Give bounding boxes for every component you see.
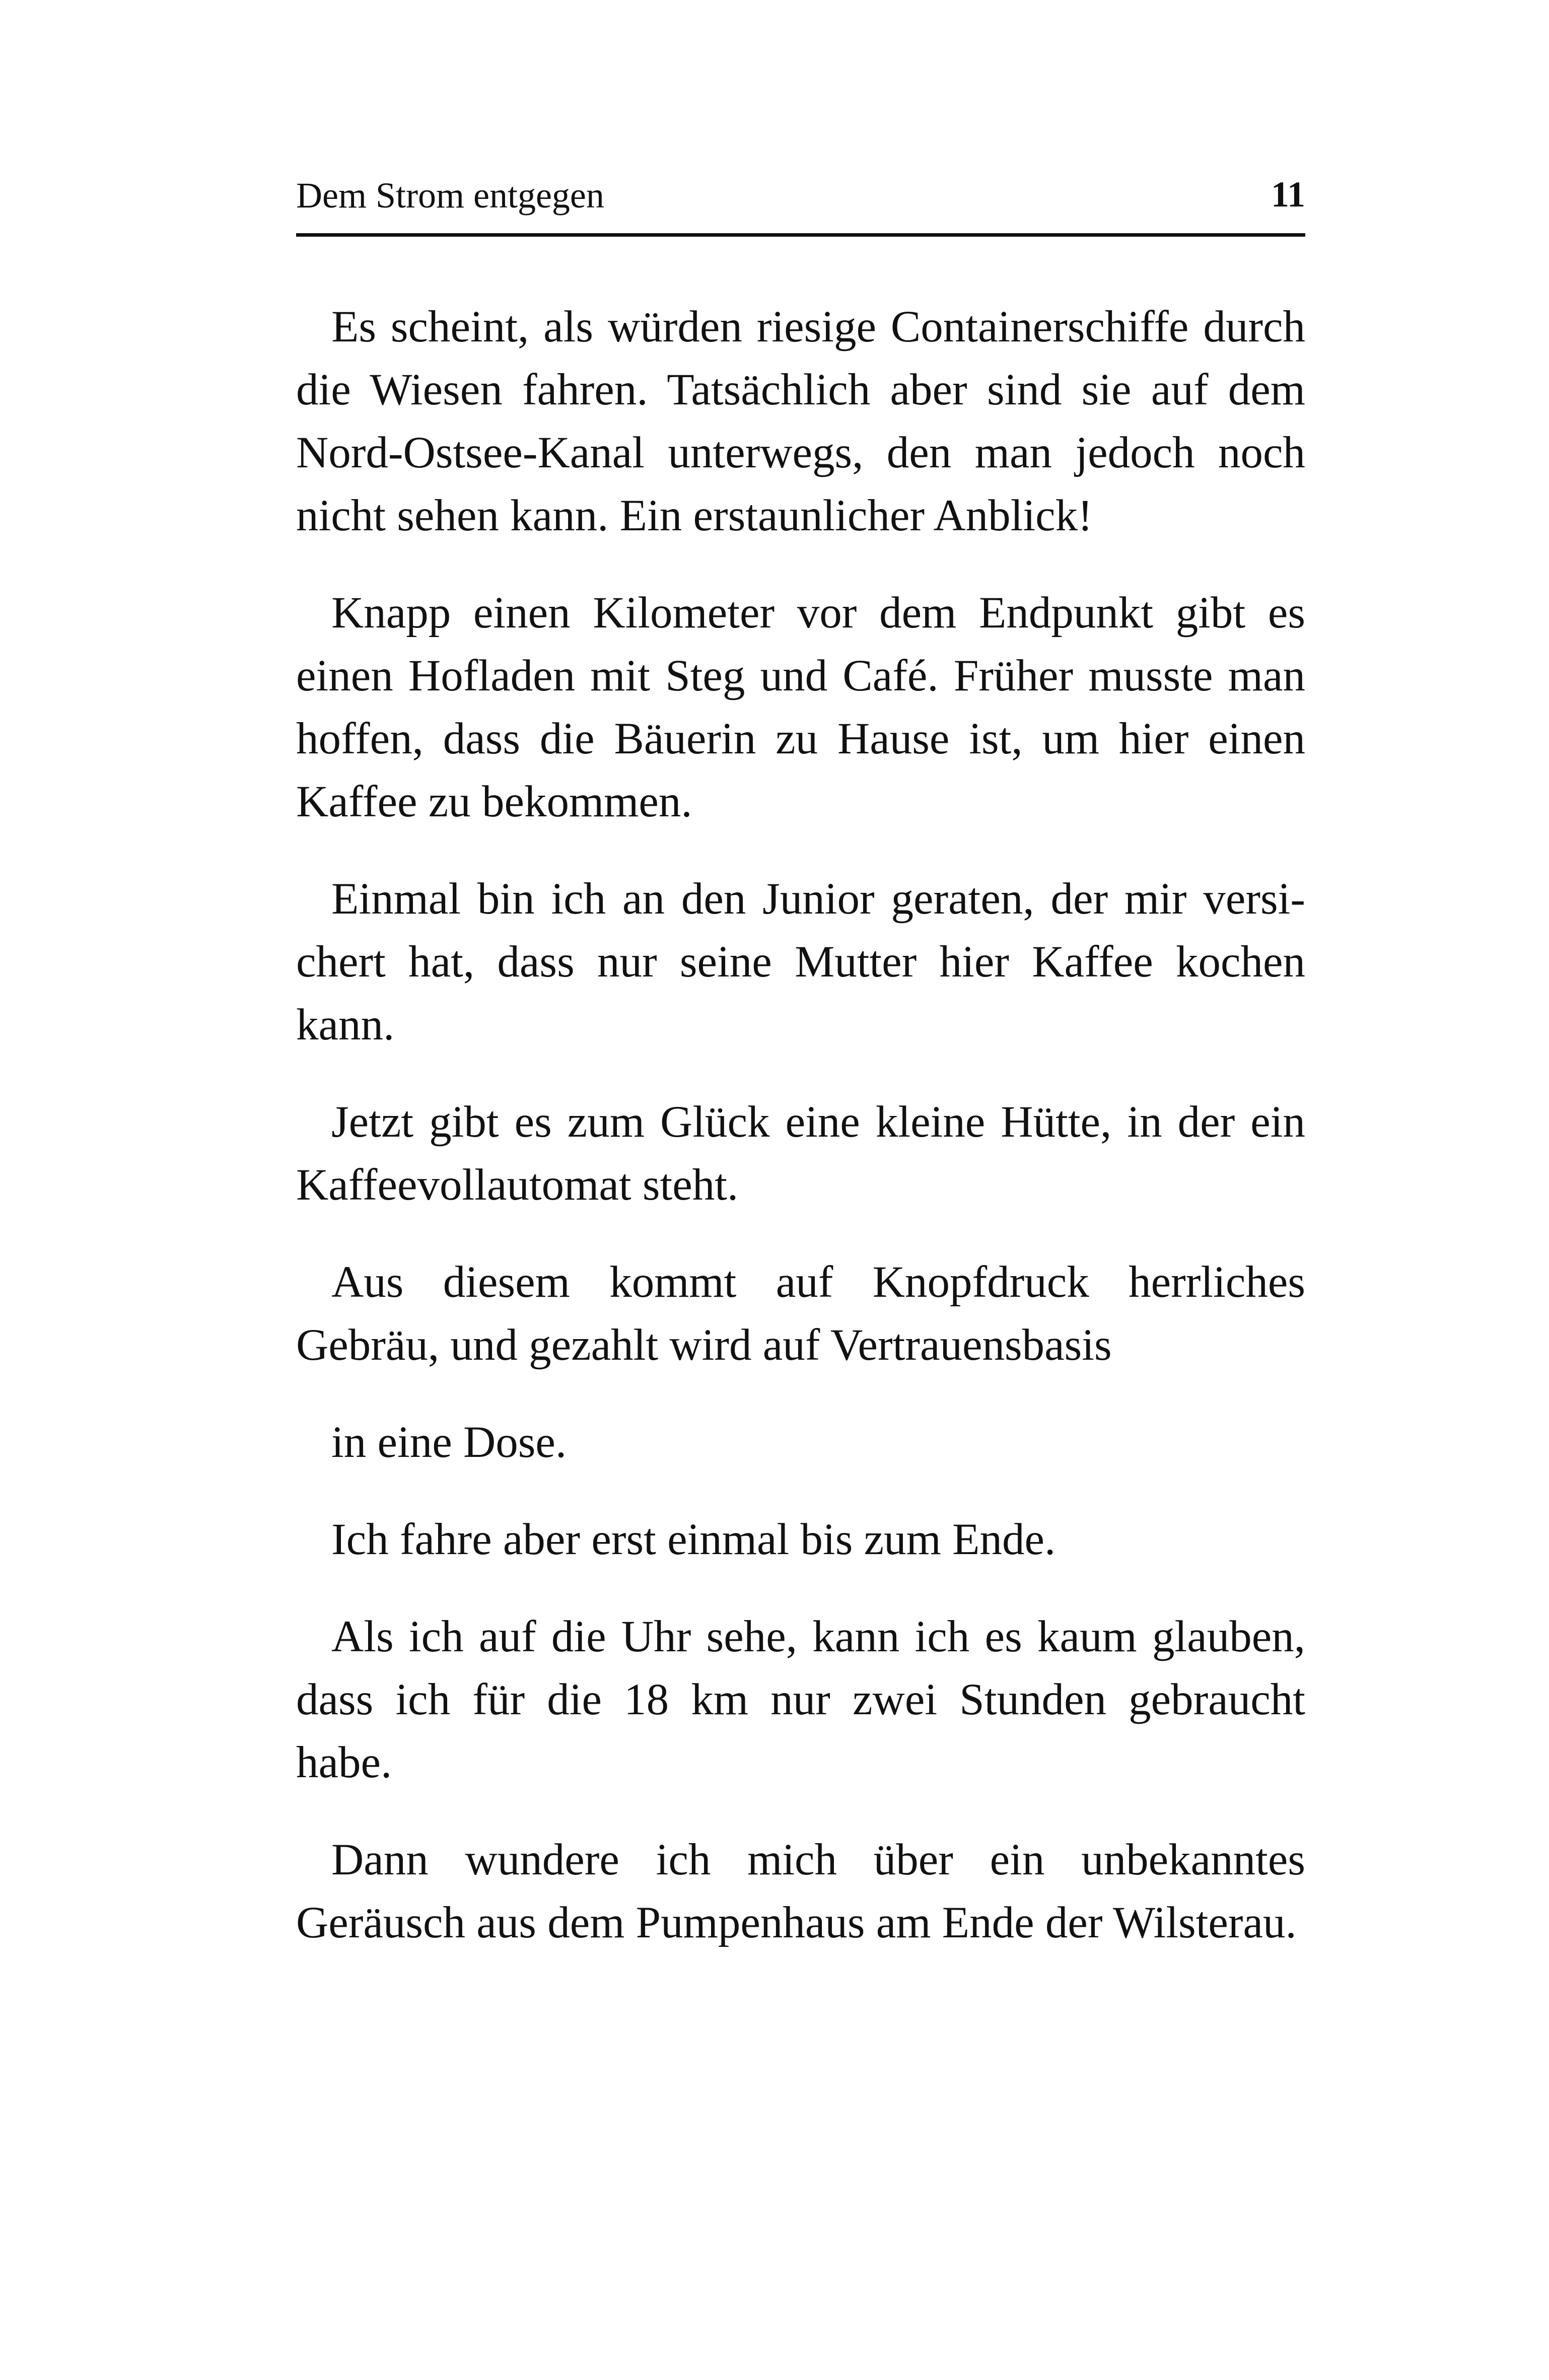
paragraph: Dann wundere ich mich über ein unbekanntes Geräusch aus dem Pumpenhaus am Ende der Wilsterau. <box>296 1835 1305 1947</box>
page-number: 11 <box>1271 174 1305 215</box>
paragraph: Ich fahre aber erst einmal bis zum Ende. <box>331 1515 1056 1564</box>
paragraph: Knapp einen Kilometer vor dem Endpunkt gibt es einen Hofladen mit Steg und Café. Früher musste man hoffen, dass die Bäuerin zu Hause ist, um hier einen Kaffee zu bekommen. <box>296 588 1305 826</box>
body-text <box>296 296 1305 1989</box>
paragraph: Aus diesem kommt auf Knopfdruck herrliches Gebräu, und gezahlt wird auf Vertrauensbasis <box>296 1257 1305 1370</box>
paragraph: Es scheint, als würden riesige Containerschiffe durch die Wiesen fahren. Tatsächlich aber sind sie auf dem Nord-Ostsee-Kanal unterwegs, den man jedoch noch nicht sehen kann. Ein erstaunlicher Anblick! <box>296 302 1305 540</box>
paragraph: Als ich auf die Uhr sehe, kann ich es kaum glauben, dass ich für die 18 km nur zwei Stunden gebraucht habe. <box>296 1612 1305 1787</box>
paragraph: in eine Dose. <box>331 1418 567 1467</box>
running-header <box>296 171 1305 237</box>
running-title: Dem Strom entgegen <box>296 175 604 216</box>
paragraph: Einmal bin ich an den Junior geraten, der mir versichert hat, dass nur seine Mutter hier Kaffee kochen kann. <box>296 874 1305 1049</box>
paragraph: Jetzt gibt es zum Glück eine kleine Hütte, in der ein Kaffeevollautomat steht. <box>296 1097 1305 1210</box>
